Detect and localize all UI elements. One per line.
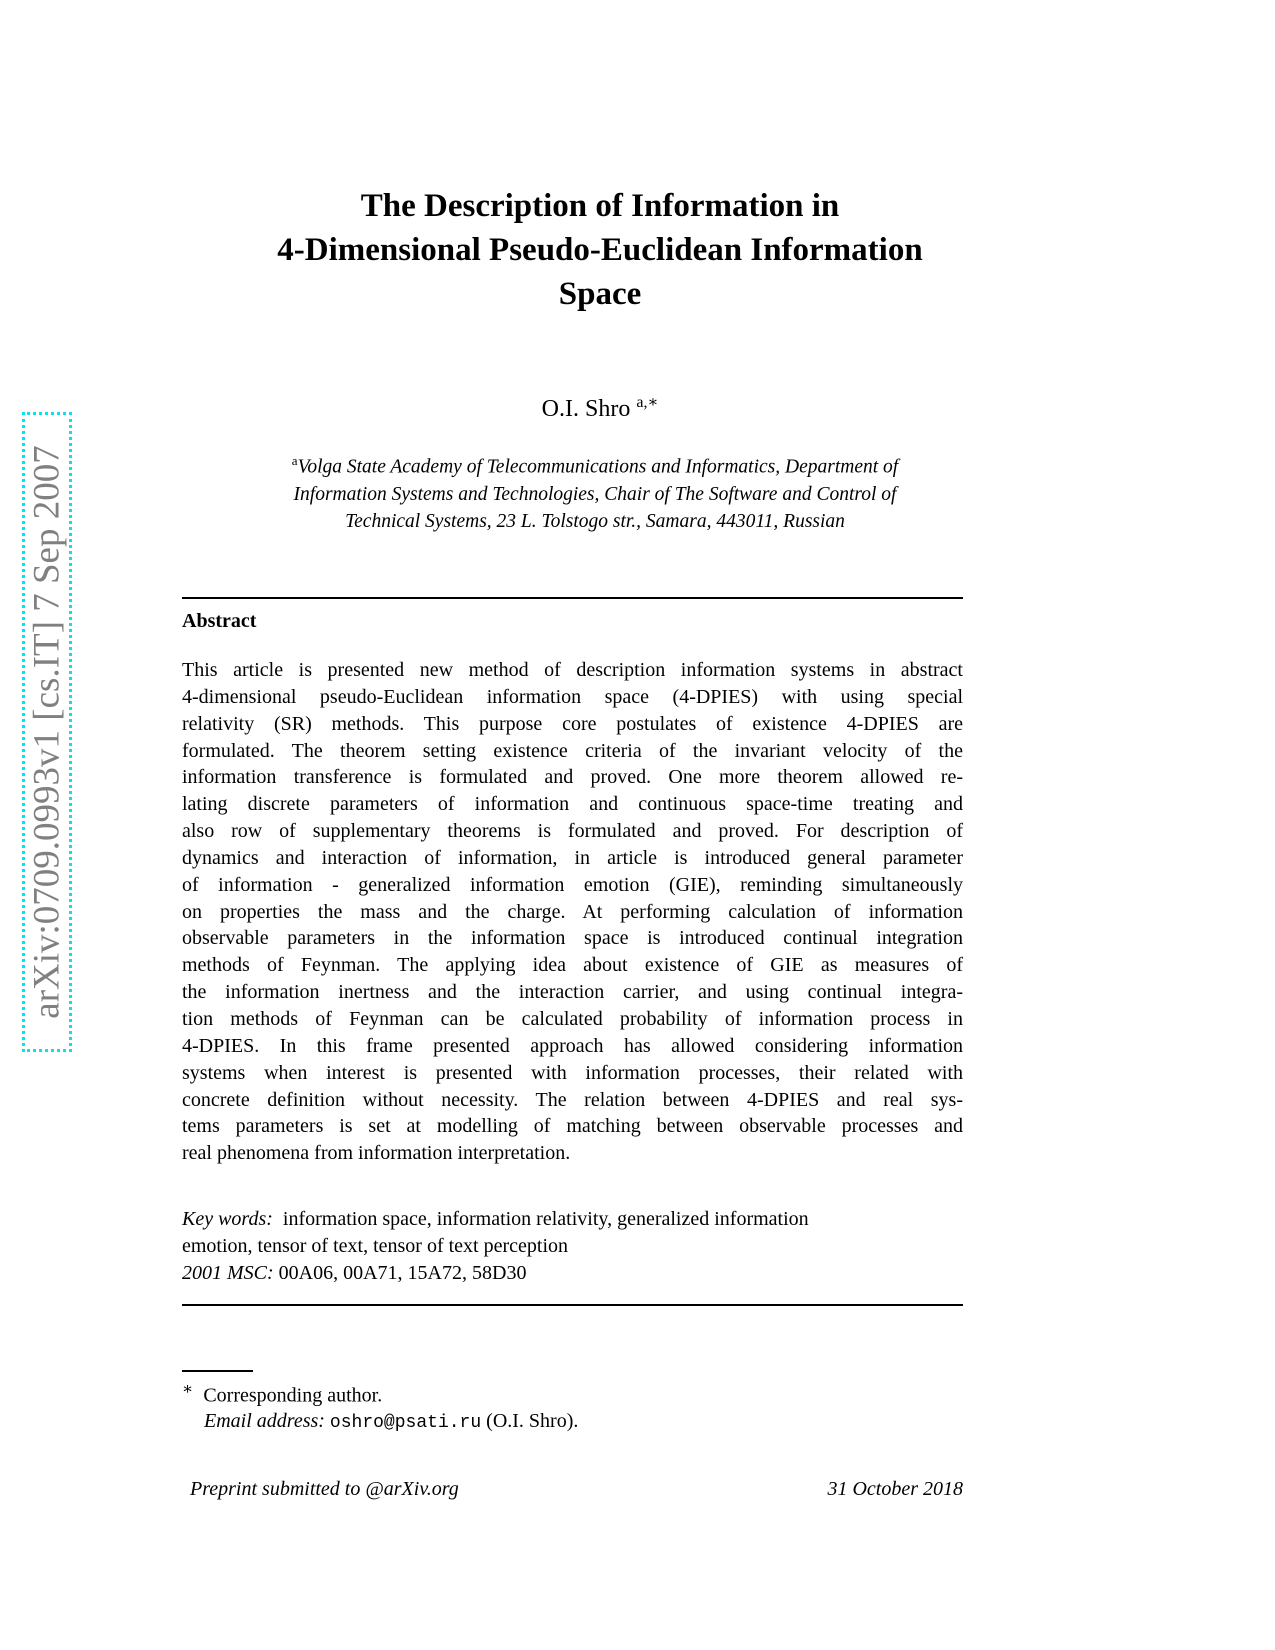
abstract-line: dynamics and interaction of information, in article is introduced general parameter xyxy=(182,846,963,869)
author-name: O.I. Shro xyxy=(541,396,631,422)
abstract-line: This article is presented new method of description information systems in abstract xyxy=(182,659,963,681)
title-line: 4-Dimensional Pseudo-Euclidean Information xyxy=(277,232,923,268)
arxiv-stamp-text: arXiv:0709.0993v1 [cs.IT] 7 Sep 2007 xyxy=(26,445,68,1019)
affiliation-line: Volga State Academy of Telecommunications and Informatics, Department of xyxy=(297,456,899,478)
paper-title xyxy=(150,184,1050,316)
abstract-line: tion methods of Feynman can be calculated probability of information process in xyxy=(182,1007,963,1030)
author-marks: a,∗ xyxy=(636,394,659,411)
footer-preprint: Preprint submitted to @arXiv.org xyxy=(190,1478,459,1500)
affiliation-line: Technical Systems, 23 L. Tolstogo str., Samara, 443011, Russian xyxy=(345,510,845,532)
abstract-line: the information inertness and the interaction carrier, and using continual integra- xyxy=(182,981,963,1004)
abstract-line: information transference is formulated and proved. One more theorem allowed re- xyxy=(182,766,963,789)
footnote xyxy=(182,1376,578,1436)
bottom-rule xyxy=(182,1304,963,1306)
abstract-heading: Abstract xyxy=(182,610,257,632)
keywords-text: emotion, tensor of text, tensor of text perception xyxy=(182,1235,569,1257)
abstract-line: 4-DPIES. In this frame presented approach has allowed considering information xyxy=(182,1034,963,1057)
email-label: Email address: xyxy=(204,1409,325,1432)
abstract-line: formulated. The theorem setting existence criteria of the invariant velocity of the xyxy=(182,739,963,762)
affiliation-line: Information Systems and Technologies, Chair of The Software and Control of xyxy=(293,483,897,505)
footnote-mark: ∗ xyxy=(182,1379,194,1398)
abstract-line: of information - generalized information emotion (GIE), reminding simultaneously xyxy=(182,873,963,896)
keywords-text: information space, information relativity, generalized information xyxy=(282,1208,809,1230)
msc-value: 00A06, 00A71, 15A72, 58D30 xyxy=(278,1262,527,1284)
top-rule xyxy=(182,597,963,599)
footnote-rule xyxy=(182,1370,253,1372)
affiliation-mark: a xyxy=(291,453,298,468)
title-line: Space xyxy=(558,276,642,312)
footer-date: 31 October 2018 xyxy=(827,1478,963,1500)
abstract-line: on properties the mass and the charge. At performing calculation of information xyxy=(182,900,963,923)
abstract-line: lating discrete parameters of information and continuous space-time treating and xyxy=(182,793,963,816)
abstract-line: concrete definition without necessity. The relation between 4-DPIES and real sys- xyxy=(182,1088,963,1111)
affiliation xyxy=(200,447,990,535)
abstract-line: relativity (SR) methods. This purpose core postulates of existence 4-DPIES are xyxy=(182,712,963,735)
abstract-line: 4-dimensional pseudo-Euclidean information space (4-DPIES) with using special xyxy=(182,685,963,708)
keywords-label: Key words: xyxy=(182,1208,273,1230)
abstract-line: also row of supplementary theorems is formulated and proved. For description of xyxy=(182,820,963,843)
arxiv-stamp[interactable] xyxy=(22,412,72,1052)
footnote-text: Corresponding author. xyxy=(203,1384,383,1407)
msc-label: 2001 MSC: xyxy=(182,1262,274,1284)
email-suffix: (O.I. Shro). xyxy=(486,1409,579,1432)
abstract-line: real phenomena from information interpretation. xyxy=(182,1142,571,1165)
abstract-line: observable parameters in the information space is introduced continual integration xyxy=(182,927,963,950)
email-link[interactable]: oshro@psati.ru xyxy=(329,1412,482,1433)
abstract-line: systems when interest is presented with information processes, their related with xyxy=(182,1061,963,1084)
author xyxy=(150,392,1050,423)
abstract-line: methods of Feynman. The applying idea about existence of GIE as measures of xyxy=(182,954,963,977)
keywords xyxy=(182,1206,963,1287)
abstract-line: tems parameters is set at modelling of matching between observable processes and xyxy=(182,1115,963,1138)
abstract-body xyxy=(182,657,963,1167)
title-line: The Description of Information in xyxy=(360,188,840,224)
